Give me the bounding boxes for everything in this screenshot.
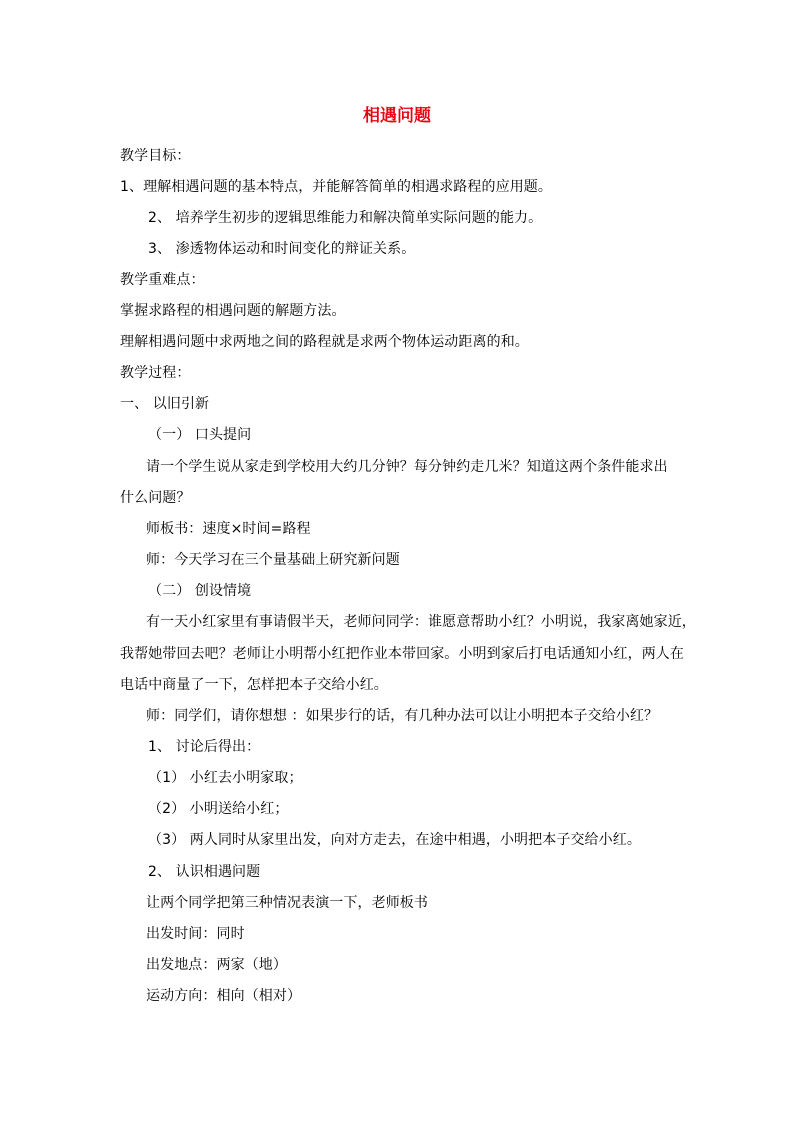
story-line-2: 我帮她带回去吧？老师让小明帮小红把作业本带回家。小明到家后打电话通知小红，两人在 bbox=[120, 646, 684, 662]
step-2-line: 让两个同学把第三种情况表演一下，老师板书 bbox=[146, 895, 428, 911]
teacher-line-1: 师：今天学习在三个量基础上研究新问题 bbox=[146, 552, 400, 568]
motion-direction: 运动方向：相向（相对） bbox=[146, 988, 302, 1004]
option-1: （1） 小红去小明家取； bbox=[148, 770, 303, 786]
goals-heading: 教学目标： bbox=[120, 148, 191, 164]
part-1-subheading-2: （二） 创设情境 bbox=[148, 583, 252, 599]
depart-time: 出发时间：同时 bbox=[146, 926, 245, 942]
option-2: （2） 小明送给小红； bbox=[148, 801, 289, 817]
paragraph-1-line-1: 请一个学生说从家走到学校用大约几分钟？每分钟约走几米？知道这两个条件能求出 bbox=[146, 459, 668, 475]
key-point-1: 掌握求路程的相遇问题的解题方法。 bbox=[120, 303, 346, 319]
option-3: （3） 两人同时从家里出发，向对方走去，在途中相遇，小明把本子交给小红。 bbox=[148, 832, 641, 848]
board-note-1: 师板书：速度×时间=路程 bbox=[146, 521, 311, 537]
depart-place: 出发地点：两家（地） bbox=[146, 957, 287, 973]
document-title: 相遇问题 bbox=[363, 106, 431, 126]
paragraph-1-line-2: 什么问题？ bbox=[120, 490, 191, 506]
goal-item-2: 2、 培养学生初步的逻辑思维能力和解决简单实际问题的能力。 bbox=[148, 210, 543, 226]
teacher-line-2: 师：同学们，请你想想 ：如果步行的话，有几种办法可以让小明把本子交给小红？ bbox=[146, 708, 659, 724]
story-line-3: 电话中商量了一下，怎样把本子交给小红。 bbox=[120, 677, 388, 693]
goal-item-3: 3、 渗透物体运动和时间变化的辩证关系。 bbox=[148, 241, 416, 257]
key-point-2: 理解相遇问题中求两地之间的路程就是求两个物体运动距离的和。 bbox=[120, 334, 529, 350]
key-points-heading: 教学重难点： bbox=[120, 272, 205, 288]
step-2-heading: 2、 认识相遇问题 bbox=[148, 864, 261, 880]
part-1-heading: 一、 以旧引新 bbox=[120, 396, 210, 412]
process-heading: 教学过程： bbox=[120, 365, 191, 381]
goal-item-1: 1、理解相遇问题的基本特点，并能解答简单的相遇求路程的应用题。 bbox=[120, 179, 553, 195]
step-1-heading: 1、 讨论后得出： bbox=[148, 739, 261, 755]
part-1-subheading-1: （一） 口头提问 bbox=[148, 427, 252, 443]
story-line-1: 有一天小红家里有事请假半天，老师问同学：谁愿意帮助小红？小明说，我家离她家近， bbox=[146, 614, 696, 630]
